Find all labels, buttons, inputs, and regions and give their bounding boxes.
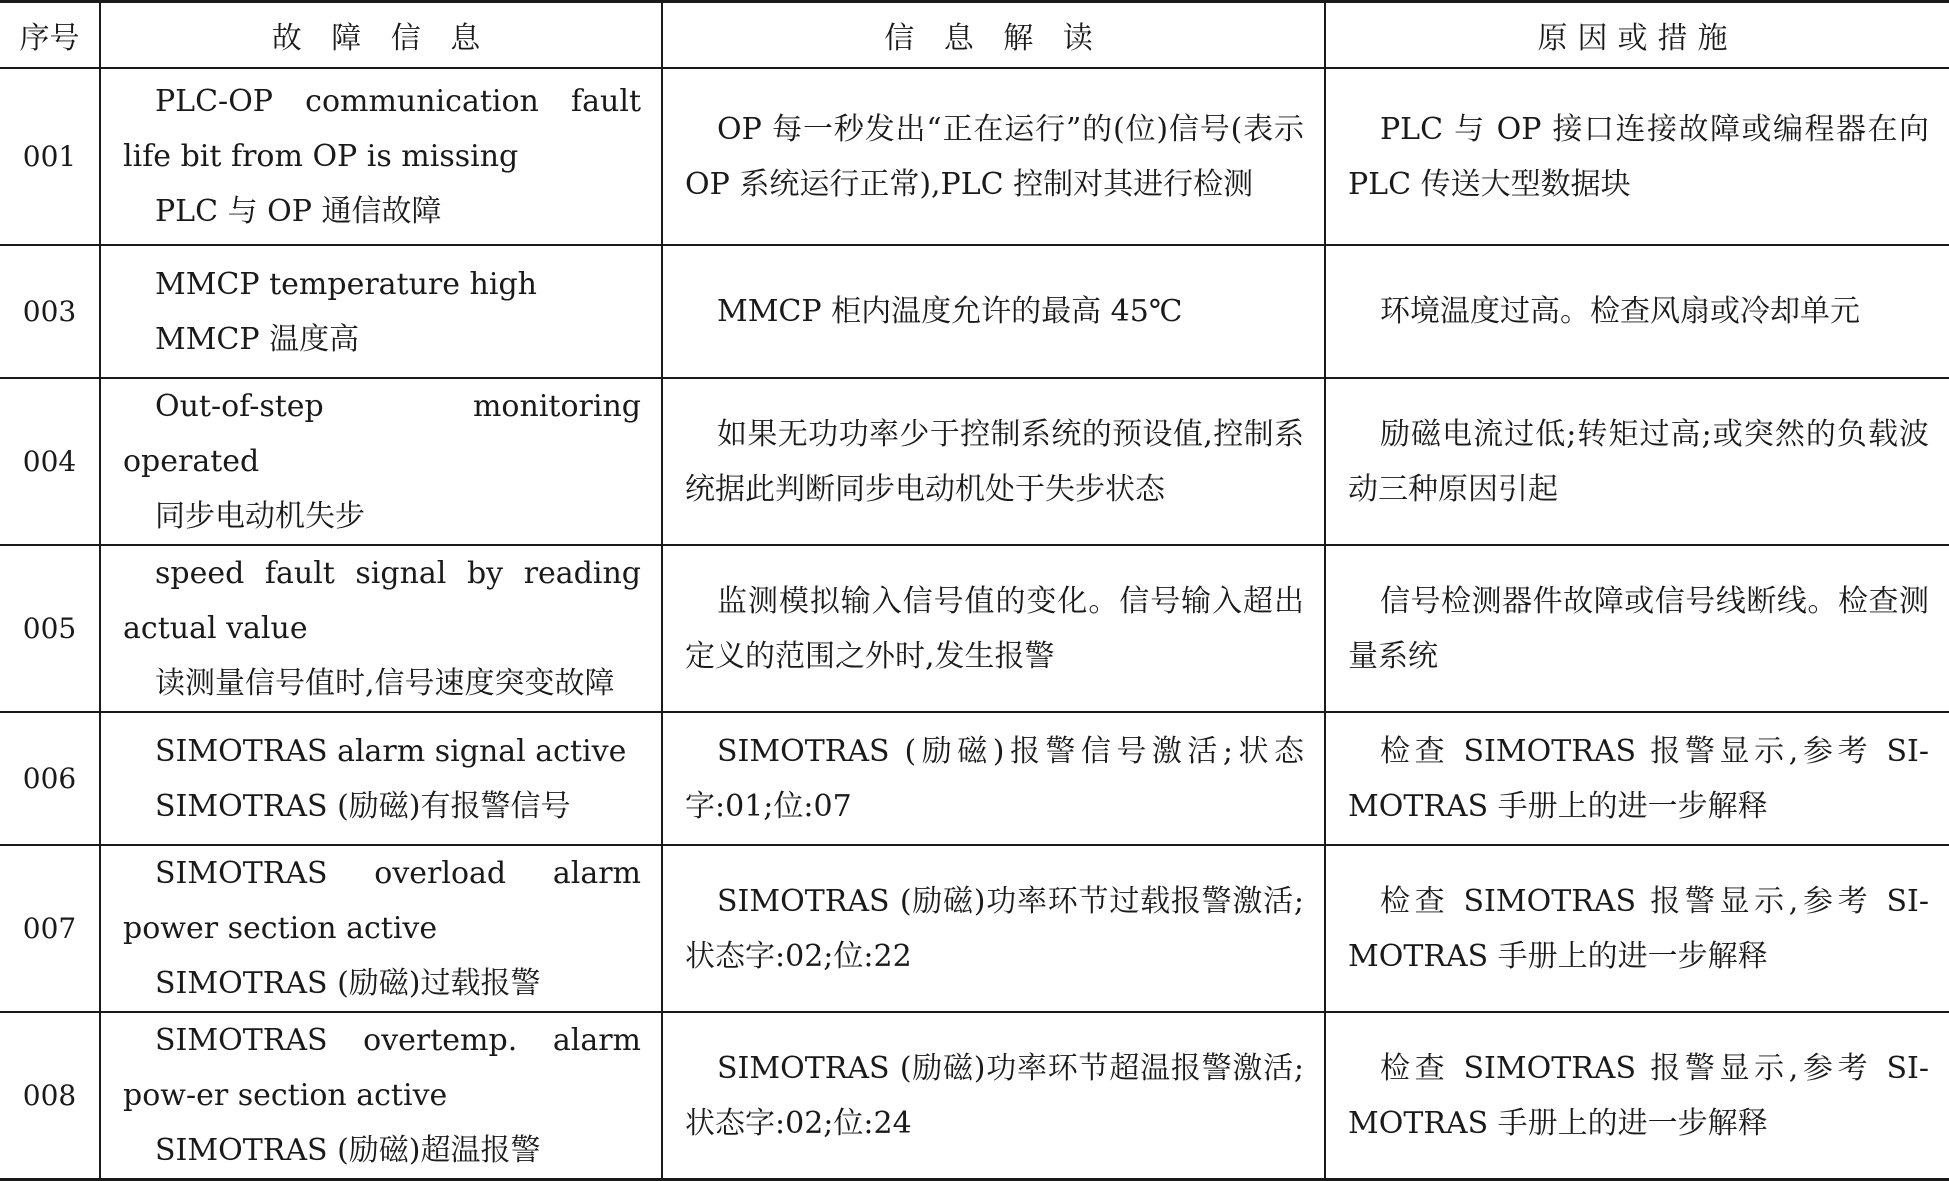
row-cause: 检查 SIMOTRAS 报警显示,参考 SI-MOTRAS 手册上的进一步解释: [1325, 1012, 1949, 1180]
row-cause: PLC 与 OP 接口连接故障或编程器在向 PLC 传送大型数据块: [1325, 68, 1949, 245]
row-interpretation: SIMOTRAS (励磁)功率环节过载报警激活;状态字:02;位:22: [662, 845, 1325, 1012]
row-fault-info: [100, 378, 662, 545]
table-row: [0, 845, 1949, 1012]
row-cause: 励磁电流过低;转矩过高;或突然的负载波动三种原因引起: [1325, 378, 1949, 545]
row-interpretation: MMCP 柜内温度允许的最高 45℃: [662, 245, 1325, 378]
row-fault-info: [100, 68, 662, 245]
fault-cn: SIMOTRAS (励磁)过载报警: [155, 966, 541, 1001]
table-row: [0, 712, 1949, 845]
row-interpretation: SIMOTRAS (励磁)功率环节超温报警激活;状态字:02;位:24: [662, 1012, 1325, 1180]
row-fault-info: [100, 1012, 662, 1180]
fault-cn: MMCP 温度高: [155, 321, 360, 357]
table-row: [0, 1012, 1949, 1180]
row-seq: 007: [0, 845, 100, 1012]
fault-cn: PLC 与 OP 通信故障: [155, 194, 442, 229]
row-cause: 环境温度过高。检查风扇或冷却单元: [1325, 245, 1949, 378]
fault-cn: 同步电动机失步: [155, 499, 365, 534]
fault-en: Out-of-step monitoring operated: [123, 389, 641, 479]
fault-en: PLC-OP communication fault life bit from OP is missing: [123, 84, 641, 174]
row-interpretation: 如果无功功率少于控制系统的预设值,控制系统据此判断同步电动机处于失步状态: [662, 378, 1325, 545]
row-seq: 006: [0, 712, 100, 845]
fault-cn: SIMOTRAS (励磁)超温报警: [155, 1133, 541, 1168]
row-seq: 003: [0, 245, 100, 378]
row-seq: 004: [0, 378, 100, 545]
fault-en: MMCP temperature high: [155, 266, 538, 302]
row-interpretation: OP 每一秒发出“正在运行”的(位)信号(表示 OP 系统运行正常),PLC 控制对其进行检测: [662, 68, 1325, 245]
row-interpretation: 监测模拟输入信号值的变化。信号输入超出定义的范围之外时,发生报警: [662, 545, 1325, 712]
header-cause: 原因或措施: [1325, 2, 1949, 69]
header-fault-info: 故 障 信 息: [100, 2, 662, 69]
row-fault-info: [100, 845, 662, 1012]
header-seq: 序号: [0, 2, 100, 69]
row-cause: 检查 SIMOTRAS 报警显示,参考 SI-MOTRAS 手册上的进一步解释: [1325, 845, 1949, 1012]
row-cause: 信号检测器件故障或信号线断线。检查测量系统: [1325, 545, 1949, 712]
fault-en: speed fault signal by reading actual value: [123, 556, 641, 646]
table-row: [0, 245, 1949, 378]
fault-en: SIMOTRAS overtemp. alarm pow-er section active: [123, 1023, 641, 1113]
row-seq: 005: [0, 545, 100, 712]
row-seq: 001: [0, 68, 100, 245]
row-fault-info: [100, 712, 662, 845]
fault-cn: 读测量信号值时,信号速度突变故障: [155, 666, 615, 701]
table-row: [0, 545, 1949, 712]
row-fault-info: [100, 545, 662, 712]
row-cause: 检查 SIMOTRAS 报警显示,参考 SI-MOTRAS 手册上的进一步解释: [1325, 712, 1949, 845]
fault-cn: SIMOTRAS (励磁)有报警信号: [155, 788, 571, 824]
header-interpretation: 信 息 解 读: [662, 2, 1325, 69]
table-header-row: [0, 2, 1949, 69]
fault-en: SIMOTRAS overload alarm power section active: [123, 856, 641, 946]
row-interpretation: SIMOTRAS (励磁)报警信号激活;状态字:01;位:07: [662, 712, 1325, 845]
fault-en: SIMOTRAS alarm signal active: [155, 733, 627, 769]
table-row: [0, 378, 1949, 545]
row-seq: 008: [0, 1012, 100, 1180]
table-row: [0, 68, 1949, 245]
row-fault-info: [100, 245, 662, 378]
